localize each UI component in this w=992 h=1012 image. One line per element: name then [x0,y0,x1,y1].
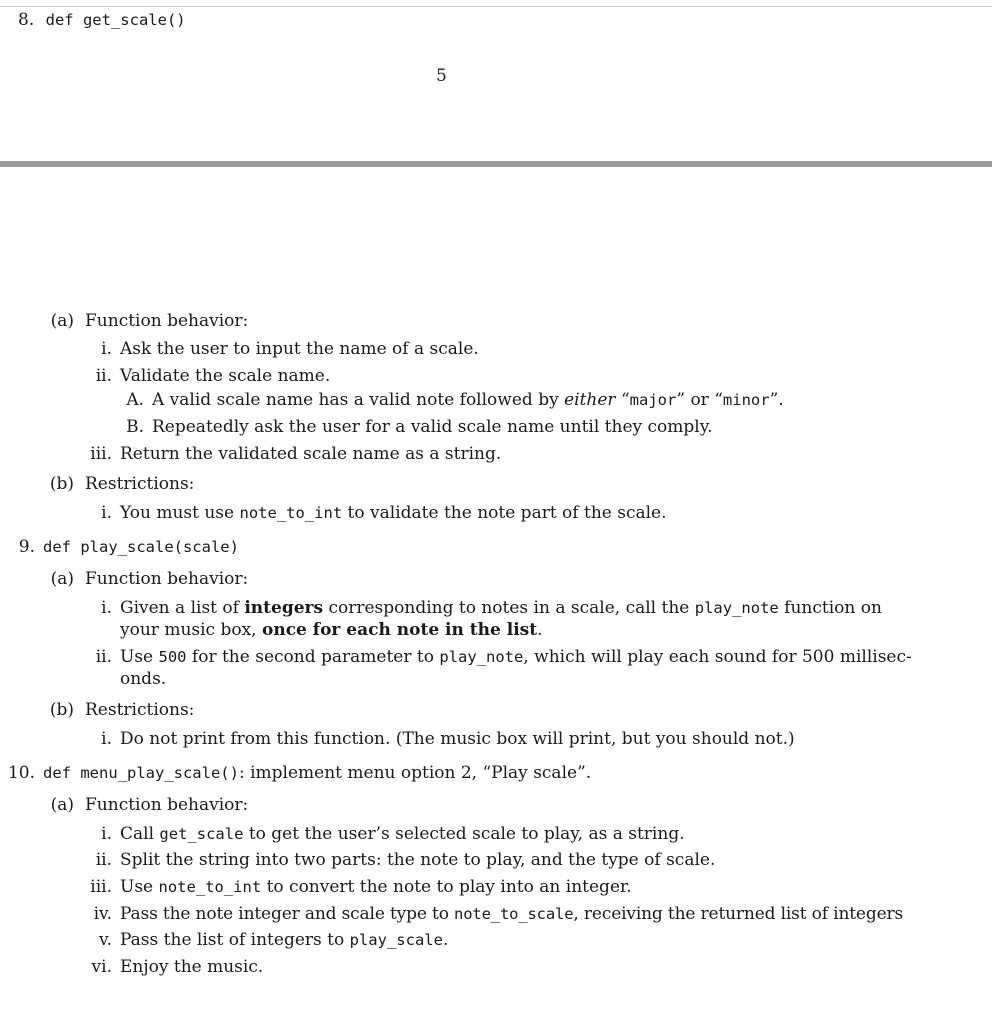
step-text: Do not print from this function. (The music box will print, but you should not.) [120,729,795,749]
step-number: iv. [93,904,112,924]
top-border [0,6,992,7]
item-number: 8. [18,10,35,30]
subitem-title: Function behavior: [85,569,249,589]
substep-number: B. [126,417,144,437]
step-number: iii. [90,444,112,464]
item-number: 10. [7,763,35,783]
step-text: Pass the list of integers to play_scale. [120,930,449,950]
step-number: i. [101,339,112,359]
step-number: iii. [90,877,112,897]
subitem-label: (a) [50,311,74,331]
step-text: Split the string into two parts: the note to play, and the type of scale. [120,850,716,870]
step-text: Use note_to_int to convert the note to play into an integer. [120,877,632,897]
step-number: vi. [91,957,112,977]
step-number: ii. [95,850,112,870]
step-text: Validate the scale name. [120,366,331,386]
step-text-continued: your music box, once for each note in the list. [120,620,543,640]
step-number: ii. [95,366,112,386]
step-text: Return the validated scale name as a string. [120,444,502,464]
subitem-title: Restrictions: [85,700,195,720]
step-number: i. [101,824,112,844]
step-number: v. [99,930,112,950]
item-10-heading: def menu_play_scale(): implement menu option 2, “Play scale”. [43,763,592,783]
step-text: Pass the note integer and scale type to note_to_scale, receiving the returned list of integers [120,904,904,924]
subitem-label: (b) [49,700,74,720]
subitem-label: (b) [49,474,74,494]
step-text: Given a list of integers corresponding to notes in a scale, call the play_note function on [120,598,882,618]
step-text: You must use note_to_int to validate the note part of the scale. [120,503,667,523]
item-8-header [18,10,186,30]
step-text: Ask the user to input the name of a scale. [120,339,479,359]
subitem-title: Function behavior: [85,795,249,815]
step-text: Call get_scale to get the user’s selected scale to play, as a string. [120,824,685,844]
function-signature: def play_scale(scale) [43,538,239,556]
subitem-label: (a) [50,569,74,589]
function-signature: def menu_play_scale() [43,764,239,782]
step-number: i. [101,598,112,618]
step-text: Enjoy the music. [120,957,264,977]
substep-text: Repeatedly ask the user for a valid scale name until they comply. [152,417,713,437]
page-divider [0,161,992,167]
step-text: Use 500 for the second parameter to play_note, which will play each sound for 500 millisec- [120,647,912,667]
subitem-title: Function behavior: [85,311,249,331]
step-text-continued: onds. [120,669,167,689]
substep-number: A. [126,390,144,410]
subitem-title: Restrictions: [85,474,195,494]
substep-text: A valid scale name has a valid note followed by either “major” or “minor”. [152,390,784,410]
item-number: 9. [18,537,35,557]
subitem-label: (a) [50,795,74,815]
step-number: ii. [95,647,112,667]
function-signature: def get_scale() [45,11,186,29]
page-number: 5 [436,66,447,86]
step-number: i. [101,729,112,749]
step-number: i. [101,503,112,523]
